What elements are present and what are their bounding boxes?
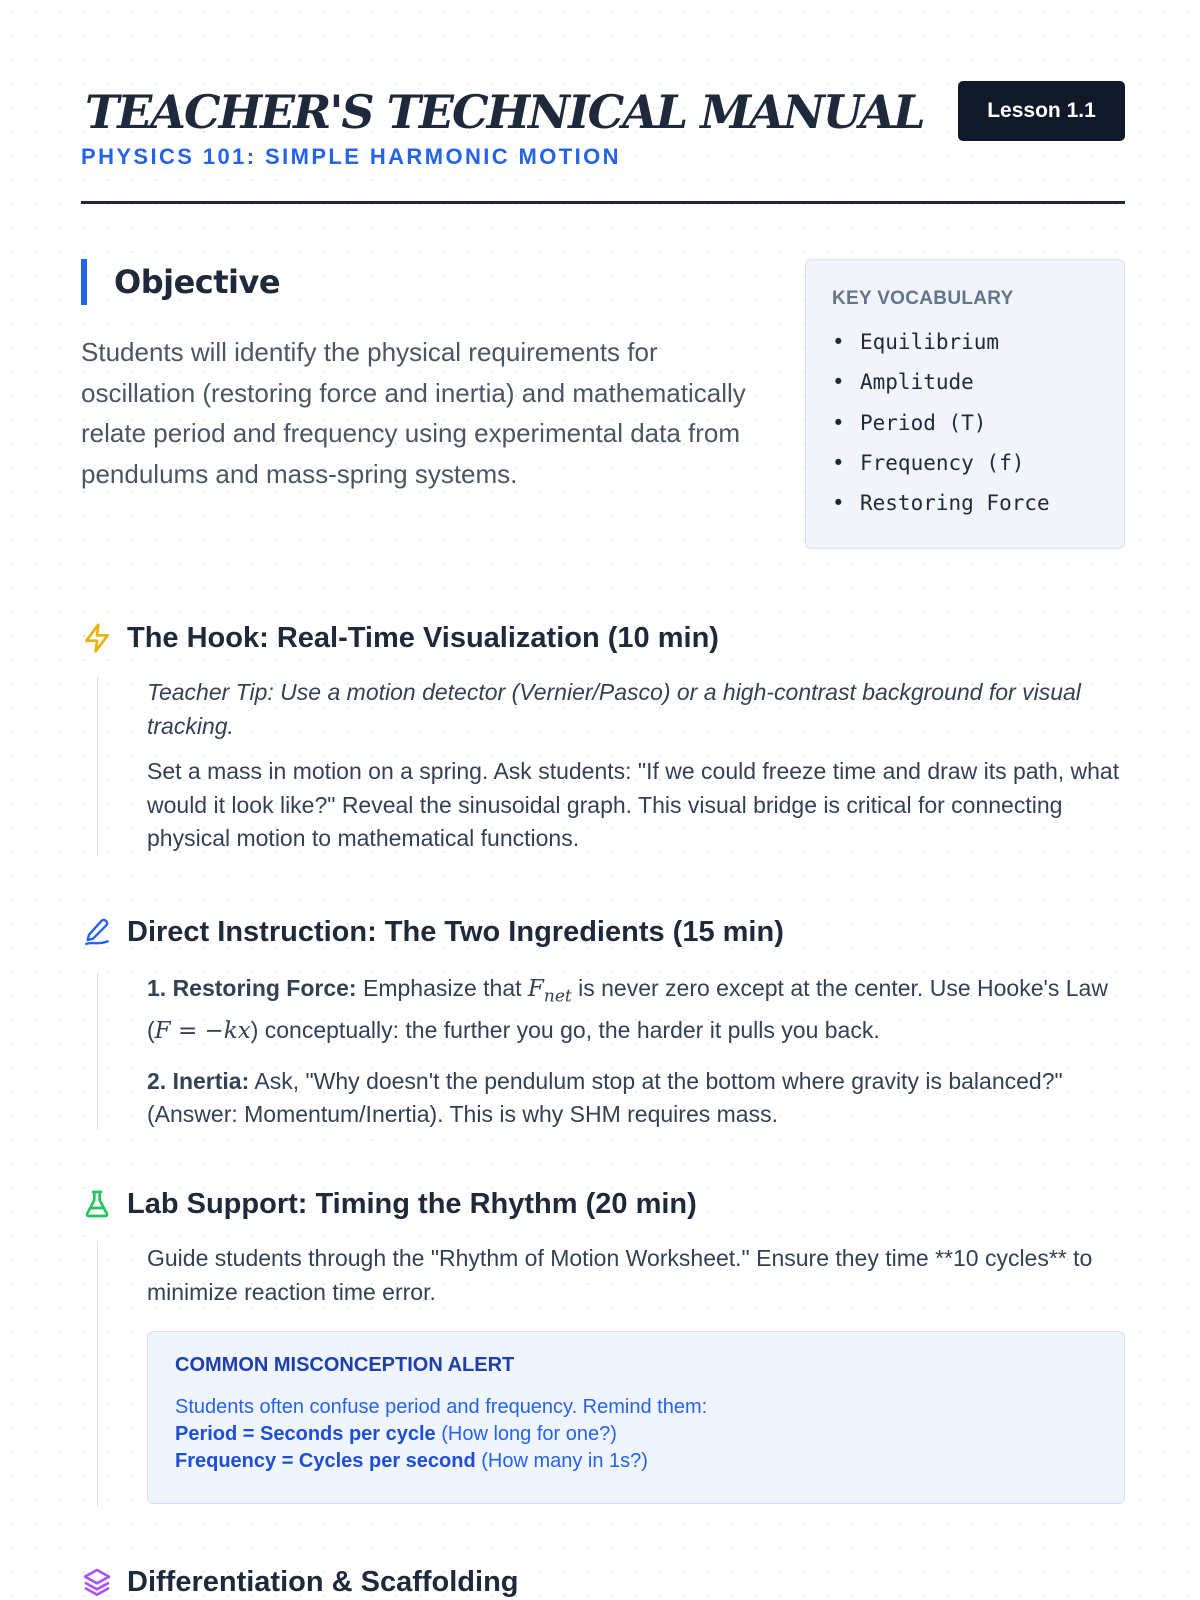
manual-page [81,0,1125,1600]
restoring-force-paragraph: 1. Restoring Force: Emphasize that $F_{net}$ is never zero except at the center. Use Hooke's Law (F = −kx) conceptually: the further you go, the harder it pulls you back. [147,975,1108,1045]
alert-line-frequency: Frequency = Cycles per second (How many in 1s?) [175,1450,648,1472]
flask-icon [81,1188,113,1220]
lesson-badge: Lesson 1.1 [958,81,1125,141]
layers-icon [81,1566,113,1598]
vocabulary-list [832,322,1098,523]
vocabulary-item: • Equilibrium [832,330,1000,354]
alert-title: COMMON MISCONCEPTION ALERT [175,1354,515,1376]
objective-text: Students will identify the physical requirements for oscillation (restoring force and inertia) and mathematically relate period and frequency using experimental data from pendulums and mass-spring systems. [81,337,746,489]
differentiation-heading: Differentiation & Scaffolding [127,1566,519,1598]
vocabulary-item: • Frequency (f) [832,450,1025,475]
teacher-tip: Teacher Tip: Use a motion detector (Vernier/Pasco) or a high-contrast background for visual tracking. [147,679,1081,739]
alert-line: Students often confuse period and frequency. Remind them: [175,1396,708,1418]
hook-body [147,676,1127,856]
misconception-alert [147,1331,1125,1504]
page-header [81,80,1125,204]
objective-heading: Objective [114,263,281,301]
vocabulary-item: • Period (T) [832,410,987,435]
instruction-heading: Direct Instruction: The Two Ingredients (15 min) [127,916,784,948]
vocabulary-item: • Restoring Force [832,491,1050,516]
lab-paragraph: Guide students through the "Rhythm of Motion Worksheet." Ensure they time **10 cycles** to minimize reaction time error. [147,1245,1093,1305]
alert-line-period: Period = Seconds per cycle (How long for one?) [175,1423,617,1445]
instruction-body [147,972,1127,1132]
lab-rule [97,1242,98,1507]
pen-icon [81,916,113,948]
vocabulary-label: KEY VOCABULARY [832,288,1014,309]
hook-heading: The Hook: Real-Time Visualization (10 min) [127,622,719,654]
page-title: TEACHER'S TECHNICAL MANUAL [85,85,924,139]
hook-rule [97,676,98,856]
vocabulary-box [805,259,1125,549]
lab-heading: Lab Support: Timing the Rhythm (20 min) [127,1188,697,1220]
vocabulary-item: • Amplitude [832,370,974,395]
objective-accent-bar [81,259,87,305]
hook-paragraph: Set a mass in motion on a spring. Ask students: "If we could freeze time and draw its path, what would it look like?" Reveal the sinusoidal graph. This visual bridge is critical for connecting physical motion to mathematical functions. [147,758,1120,851]
page-subtitle: PHYSICS 101: SIMPLE HARMONIC MOTION [81,144,621,169]
inertia-paragraph: 2. Inertia: Ask, "Why doesn't the pendulum stop at the bottom where gravity is balanced?" (Answer: Momentum/Inertia). This is why SHM requires mass. [147,1067,1063,1128]
instruction-rule [97,972,98,1130]
lightning-icon [81,622,113,654]
